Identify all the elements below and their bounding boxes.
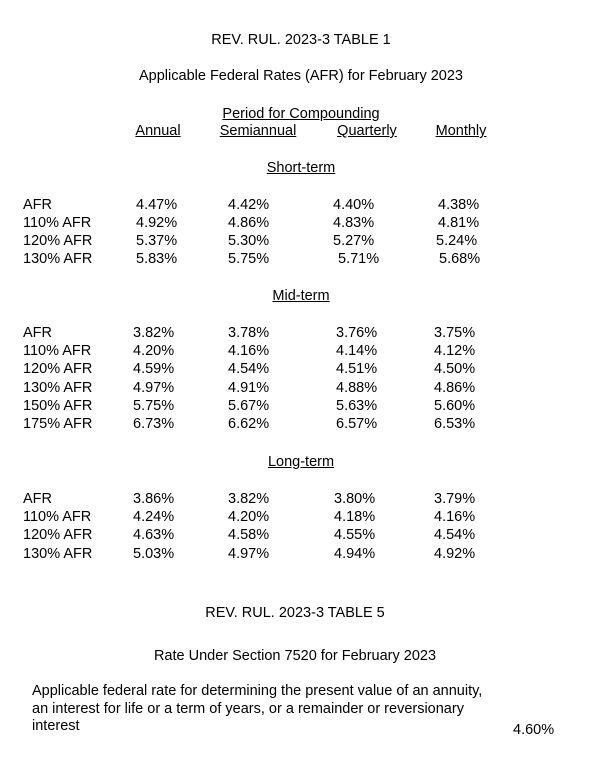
cell-quarterly: 3.80% bbox=[334, 491, 376, 507]
cell-quarterly: 4.94% bbox=[334, 546, 376, 562]
cell-quarterly: 5.63% bbox=[336, 398, 378, 414]
cell-semiannual: 4.91% bbox=[228, 380, 270, 396]
cell-monthly: 4.16% bbox=[434, 509, 476, 525]
row-label: AFR bbox=[23, 491, 52, 507]
cell-monthly: 6.53% bbox=[434, 416, 476, 432]
cell-monthly: 4.54% bbox=[434, 527, 476, 543]
row-label: AFR bbox=[23, 325, 52, 341]
table5-subtitle: Rate Under Section 7520 for February 2023 bbox=[153, 648, 437, 664]
row-label: 120% AFR bbox=[23, 527, 93, 543]
cell-annual: 4.92% bbox=[136, 215, 178, 231]
cell-annual: 3.86% bbox=[133, 491, 175, 507]
cell-annual: 6.73% bbox=[133, 416, 175, 432]
cell-semiannual: 3.78% bbox=[228, 325, 270, 341]
cell-monthly: 4.92% bbox=[434, 546, 476, 562]
cell-annual: 4.97% bbox=[133, 380, 175, 396]
section-7520-rate: 4.60% bbox=[513, 722, 555, 738]
column-header-monthly: Monthly bbox=[435, 123, 487, 139]
row-label: 175% AFR bbox=[23, 416, 93, 432]
cell-monthly: 4.50% bbox=[434, 361, 476, 377]
column-header-quarterly: Quarterly bbox=[337, 123, 397, 139]
cell-semiannual: 5.75% bbox=[228, 251, 270, 267]
cell-semiannual: 3.82% bbox=[228, 491, 270, 507]
cell-monthly: 4.86% bbox=[434, 380, 476, 396]
table1-title: REV. RUL. 2023-3 TABLE 1 bbox=[211, 32, 391, 48]
cell-monthly: 5.68% bbox=[439, 251, 481, 267]
cell-annual: 4.47% bbox=[136, 197, 178, 213]
cell-monthly: 4.12% bbox=[434, 343, 476, 359]
cell-semiannual: 4.16% bbox=[228, 343, 270, 359]
cell-quarterly: 4.18% bbox=[334, 509, 376, 525]
row-label: 120% AFR bbox=[23, 233, 93, 249]
cell-monthly: 4.38% bbox=[438, 197, 480, 213]
cell-semiannual: 4.54% bbox=[228, 361, 270, 377]
cell-semiannual: 4.42% bbox=[228, 197, 270, 213]
cell-semiannual: 5.67% bbox=[228, 398, 270, 414]
cell-monthly: 5.60% bbox=[434, 398, 476, 414]
cell-annual: 5.37% bbox=[136, 233, 178, 249]
table5-title: REV. RUL. 2023-3 TABLE 5 bbox=[205, 605, 385, 621]
section-heading-mid-term: Mid-term bbox=[272, 288, 330, 304]
section-heading-long-term: Long-term bbox=[267, 454, 335, 470]
row-label: 110% AFR bbox=[23, 343, 92, 359]
column-header-semiannual: Semiannual bbox=[219, 123, 297, 139]
table1-subtitle: Applicable Federal Rates (AFR) for February 2023 bbox=[139, 68, 463, 84]
cell-annual: 4.24% bbox=[133, 509, 175, 525]
cell-annual: 3.82% bbox=[133, 325, 175, 341]
row-label: 130% AFR bbox=[23, 251, 93, 267]
row-label: 110% AFR bbox=[23, 215, 92, 231]
cell-quarterly: 3.76% bbox=[336, 325, 378, 341]
column-header-annual: Annual bbox=[135, 123, 181, 139]
cell-quarterly: 4.14% bbox=[336, 343, 378, 359]
cell-semiannual: 4.86% bbox=[228, 215, 270, 231]
cell-annual: 5.75% bbox=[133, 398, 175, 414]
row-label: 130% AFR bbox=[23, 546, 93, 562]
row-label: 120% AFR bbox=[23, 361, 93, 377]
cell-quarterly: 4.55% bbox=[334, 527, 376, 543]
cell-annual: 5.03% bbox=[133, 546, 175, 562]
section-7520-description: Applicable federal rate for determining the present value of an annuity, an interest for life or a term of years, or a remainder or reversionary interest bbox=[32, 683, 483, 734]
cell-semiannual: 4.20% bbox=[228, 509, 270, 525]
cell-annual: 4.63% bbox=[133, 527, 175, 543]
cell-semiannual: 4.97% bbox=[228, 546, 270, 562]
cell-monthly: 5.24% bbox=[436, 233, 478, 249]
cell-monthly: 3.75% bbox=[434, 325, 476, 341]
cell-quarterly: 5.27% bbox=[333, 233, 375, 249]
cell-quarterly: 4.51% bbox=[336, 361, 378, 377]
row-label: 110% AFR bbox=[23, 509, 92, 525]
cell-quarterly: 4.88% bbox=[336, 380, 378, 396]
section-heading-short-term: Short-term bbox=[266, 160, 336, 176]
cell-annual: 4.20% bbox=[133, 343, 175, 359]
cell-semiannual: 6.62% bbox=[228, 416, 270, 432]
cell-annual: 5.83% bbox=[136, 251, 178, 267]
period-compounding-header: Period for Compounding bbox=[222, 106, 380, 122]
row-label: 150% AFR bbox=[23, 398, 93, 414]
cell-quarterly: 6.57% bbox=[336, 416, 378, 432]
cell-quarterly: 4.40% bbox=[333, 197, 375, 213]
row-label: AFR bbox=[23, 197, 52, 213]
cell-annual: 4.59% bbox=[133, 361, 175, 377]
row-label: 130% AFR bbox=[23, 380, 93, 396]
cell-semiannual: 4.58% bbox=[228, 527, 270, 543]
cell-quarterly: 5.71% bbox=[338, 251, 380, 267]
cell-monthly: 3.79% bbox=[434, 491, 476, 507]
cell-monthly: 4.81% bbox=[438, 215, 480, 231]
cell-quarterly: 4.83% bbox=[333, 215, 375, 231]
cell-semiannual: 5.30% bbox=[228, 233, 270, 249]
